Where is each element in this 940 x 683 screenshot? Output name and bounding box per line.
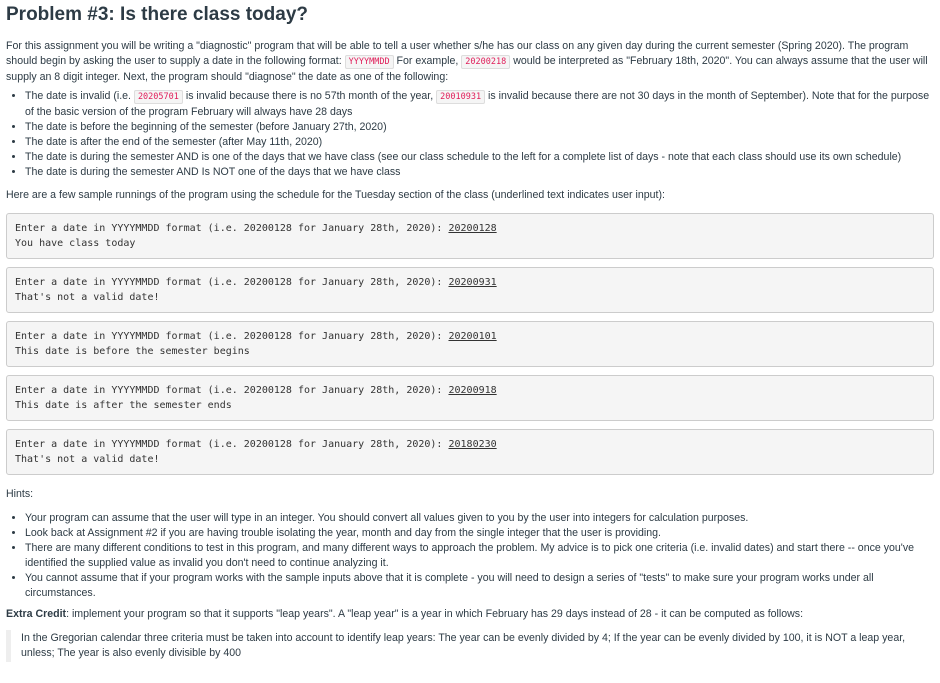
extra-credit-text: : implement your program so that it supports "leap years". A "leap year" is a year in which February has 29 days instead of 28 - it can be computed as follows: <box>66 608 804 620</box>
case-text: The date is invalid (i.e. <box>25 90 134 102</box>
page-title: Problem #3: Is there class today? <box>6 4 309 25</box>
output: That's not a valid date! <box>15 292 160 303</box>
intro-text: For example, <box>393 55 462 67</box>
extra-credit <box>6 607 934 622</box>
user-input: 20200931 <box>448 277 497 288</box>
sample-run <box>6 213 934 259</box>
user-input: 20180230 <box>448 439 497 450</box>
user-input: 20200101 <box>448 331 497 342</box>
output: This date is after the semester ends <box>15 400 232 411</box>
hints-label: Hints: <box>6 488 34 500</box>
prompt: Enter a date in YYYYMMDD format (i.e. 20200128 for January 28th, 2020): <box>15 223 449 234</box>
hint-item: • Your program can assume that the user will type in an integer. You should convert all values given to you by the user into integers for calculation purposes. <box>25 511 934 526</box>
sample-run <box>6 375 934 421</box>
hint-item: • You cannot assume that if your program works with the sample inputs above that it is complete - you will need to design a series of "tests" to make sure your program works under all circumstances. <box>25 571 934 601</box>
leap-year-quote: In the Gregorian calendar three criteria must be taken into account to identify leap years: The year can be evenly divided by 4; If the year can be evenly divided by 100, it is NOT a leap year, unless; The year is also evenly divisible by 400 <box>6 630 934 662</box>
user-input: 20200918 <box>448 385 497 396</box>
intro-text: For this assignment you will be writing a "diagnostic" program that will be able to tell a user whether s/he has our class on any given day during the current semester (Spring 2020). The program should begin by asking the user to supply a date in the following format: <box>6 40 909 67</box>
intro-paragraph <box>6 39 934 85</box>
intro-text: would be interpreted as "February 18th, 2020". You can always assume that the user will supply an 8 digit integer. Next, the program should "diagnose" the date as one of the following: <box>6 55 928 83</box>
format-code: YYYYMMDD <box>345 55 394 69</box>
case-text: is invalid because there are not 30 days in the month of September). Note that for the purpose of the basic version of the program February will always have 28 days <box>25 90 930 118</box>
cases-list <box>6 89 934 180</box>
prompt: Enter a date in YYYYMMDD format (i.e. 20200128 for January 28th, 2020): <box>15 385 449 396</box>
case-item: • The date is during the semester AND is one of the days that we have class (see our class schedule to the left for a complete list of days - note that each class should use its own schedule) <box>25 150 934 165</box>
user-input: 20200128 <box>448 223 497 234</box>
output: This date is before the semester begins <box>15 346 250 357</box>
hint-item: • There are many different conditions to test in this program, and many different ways to approach the problem. My advice is to pick one criteria (i.e. invalid dates) and start there -- once you've identified the supplied value as invalid you don't need to continue analyzing it. <box>25 541 934 571</box>
prompt: Enter a date in YYYYMMDD format (i.e. 20200128 for January 28th, 2020): <box>15 439 449 450</box>
samples-intro: Here are a few sample runnings of the program using the schedule for the Tuesday section of the class (underlined text indicates user input): <box>6 189 665 201</box>
invalid-example-code: 20205701 <box>134 90 183 104</box>
hint-item: • Look back at Assignment #2 if you are having trouble isolating the year, month and day from the single integer that the user is providing. <box>25 526 934 541</box>
case-item: • The date is during the semester AND Is NOT one of the days that we have class <box>25 165 934 180</box>
samples <box>6 213 934 475</box>
sample-run <box>6 429 934 475</box>
prompt: Enter a date in YYYYMMDD format (i.e. 20200128 for January 28th, 2020): <box>15 331 449 342</box>
example-code: 20200218 <box>461 55 510 69</box>
case-item <box>25 89 934 120</box>
invalid-example-code: 20010931 <box>436 90 485 104</box>
sample-run <box>6 267 934 313</box>
output: That's not a valid date! <box>15 454 160 465</box>
prompt: Enter a date in YYYYMMDD format (i.e. 20200128 for January 28th, 2020): <box>15 277 449 288</box>
case-item: • The date is after the end of the semester (after May 11th, 2020) <box>25 135 934 150</box>
output: You have class today <box>15 238 136 249</box>
case-text: is invalid because there is no 57th month of the year, <box>182 90 437 102</box>
case-item: • The date is before the beginning of the semester (before January 27th, 2020) <box>25 120 934 135</box>
extra-credit-label: Extra Credit <box>6 608 67 620</box>
sample-run <box>6 321 934 367</box>
hints-list <box>6 511 934 601</box>
